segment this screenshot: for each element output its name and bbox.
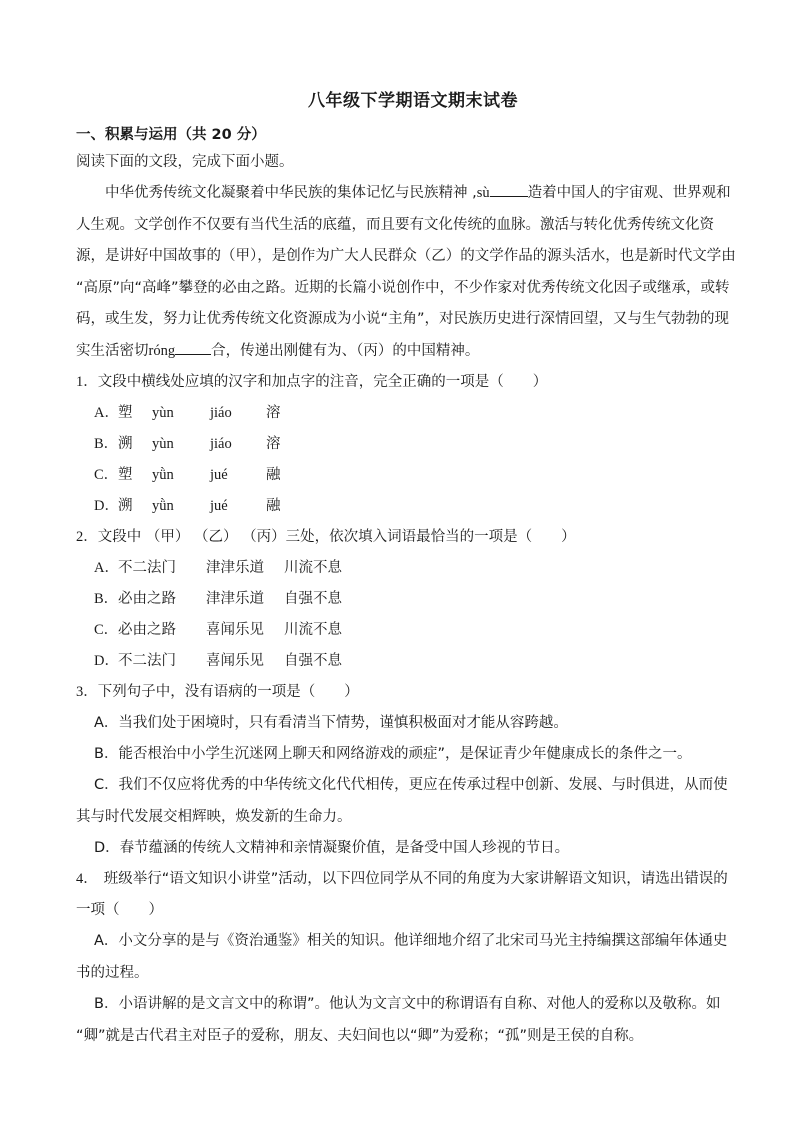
question-3: 3．下列句子中，没有语病的一项是（ ） [76,684,359,700]
passage-line: 中华优秀传统文化凝聚着中华民族的集体记忆与民族精神 ,sù 造着中国人的宇宙观、世界观和 [105,185,731,201]
q1-option-b[interactable]: B．溯 yùn jiáo 溶 [94,436,281,452]
pinyin-annotation: róng [148,342,176,359]
passage-line: 源，是讲好中国故事的（甲），是创作为广大人民群众（乙）的文学作品的源头活水，也是新时代文学由 [76,248,736,264]
q2-option-a[interactable]: A．不二法门 津津乐道 川流不息 [94,560,342,576]
q1-option-d[interactable]: D．溯 yǜn jué 融 [94,498,281,514]
q3-option-b[interactable]: B．能否根治中小学生沉迷网上聊天和网络游戏的顽症”，是保证青少年健康成长的条件之一。 [94,746,692,762]
question-2: 2．文段中 （甲） （乙） （丙）三处，依次填入词语最恰当的一项是（ ） [76,529,576,545]
exam-title: 八年级下学期语文期末试卷 [308,91,518,111]
passage-line: “高原”向“高峰”攀登的必由之路。近期的长篇小说创作中，不少作家对优秀传统文化因子或继承，或转 [76,279,730,296]
question-4: 4． 班级举行“语文知识小讲堂”活动，以下四位同学从不同的角度为大家讲解语文知识，请选出错误的 [76,871,728,887]
q2-option-c[interactable]: C．必由之路 喜闻乐见 川流不息 [94,622,342,638]
q2-option-d[interactable]: D．不二法门 喜闻乐见 自强不息 [94,653,342,669]
question-4-stem-cont: 一项（ ） [76,902,163,918]
q2-option-b[interactable]: B．必由之路 津津乐道 自强不息 [94,591,342,607]
q3-option-c[interactable]: C．我们不仅应将优秀的中华传统文化代代相传，更应在传承过程中创新、发展、与时俱进，从而使 其与时代发展交相辉映，焕发新的生命力。 [76,777,728,825]
q3-option-d[interactable]: D．春节蕴涵的传统人文精神和亲情凝聚价值，是备受中国人珍视的节日。 [94,840,570,856]
passage-line: 实生活密切róng 合，传递出刚健有为、（丙）的中国精神。 [76,342,480,359]
fill-blank [175,342,211,355]
reading-instruction: 阅读下面的文段，完成下面小题。 [76,154,294,170]
passage-line: 人生观。文学创作不仅要有当代生活的底蕴，而且要有文化传统的血脉。激活与转化优秀传统文化资 [76,216,714,233]
q4-option-a[interactable]: A．小文分享的是与《资治通鉴》相关的知识。他详细地介绍了北宋司马光主持编撰这部编年体通史 书的过程。 [76,933,728,981]
q1-option-a[interactable]: A．塑 yùn jiáo 溶 [94,405,281,421]
question-1: 1．文段中横线处应填的汉字和加点字的注音，完全正确的一项是（ ） [76,374,548,390]
section-heading: 一、积累与运用（共 20 分） [76,127,266,143]
fill-blank [490,184,528,197]
q4-option-b[interactable]: B．小语讲解的是文言文中的称谓”。他认为文言文中的称谓语有自称、对他人的爱称以及敬称。如 “卿”就是古代君主对臣子的爱称，朋友、夫妇间也以“卿”为爱称；“孤”则是王侯的自称。 [76,996,721,1044]
q3-option-a[interactable]: A．当我们处于困境时，只有看清当下情势，谨慎积极面对才能从容跨越。 [94,715,568,731]
passage-line: 码，或生发，努力让优秀传统文化资源成为小说“主角”，对民族历史进行深情回望，又与生气勃勃的现 [76,311,730,327]
q1-option-c[interactable]: C．塑 yǜn jué 融 [94,467,281,483]
pinyin-annotation: sù [476,185,490,201]
